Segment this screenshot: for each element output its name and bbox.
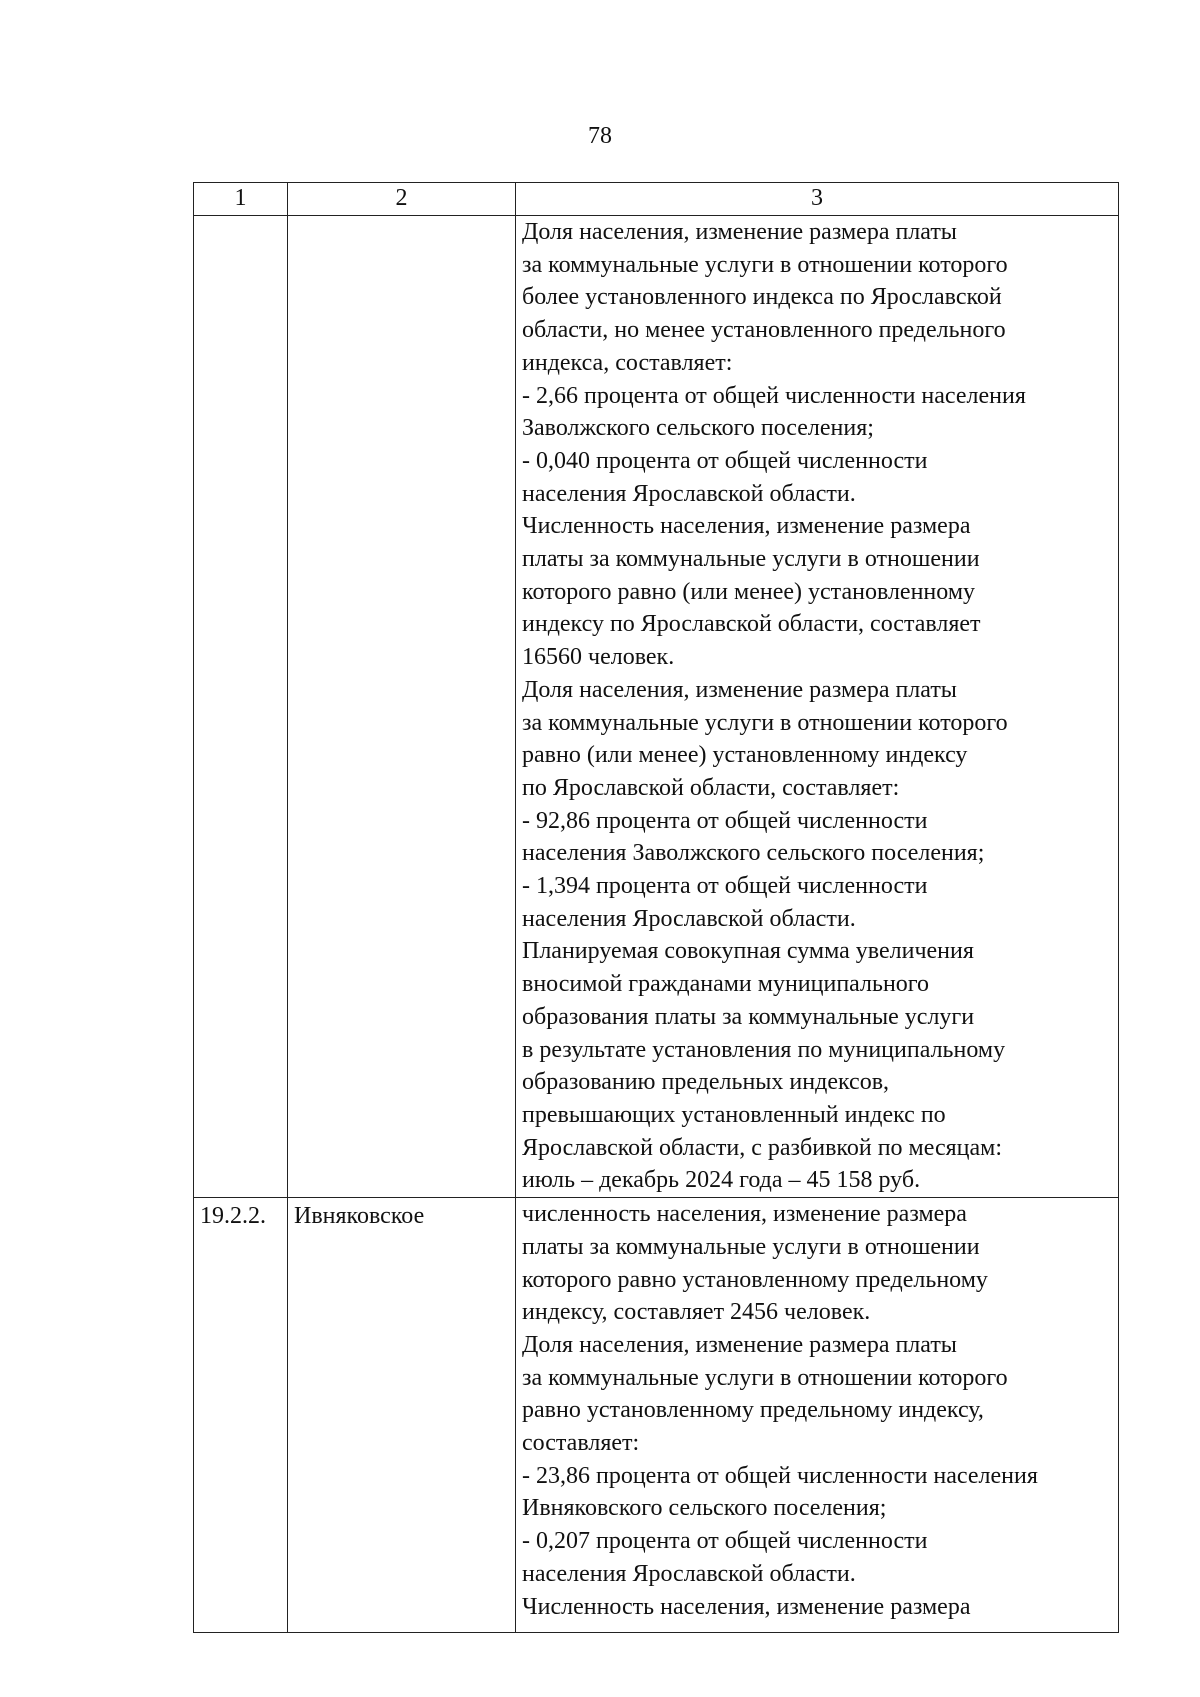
- text-line: индекса, составляет:: [522, 349, 733, 376]
- text-line: превышающих установленный индекс по: [522, 1101, 946, 1128]
- text-line: населения Заволжского сельского поселения;: [522, 840, 985, 867]
- row-description-cell: [516, 216, 1119, 1198]
- table-row: [194, 216, 1119, 1198]
- text-line: населения Ярославской области.: [522, 905, 856, 932]
- table-header-row: [194, 183, 1119, 216]
- table-row: [194, 1198, 1119, 1633]
- row-number-cell: [194, 216, 288, 1198]
- text-line: образования платы за коммунальные услуги: [522, 1003, 975, 1030]
- header-col-3: 3: [516, 183, 1119, 216]
- text-line: в результате установления по муниципальному: [522, 1036, 1006, 1063]
- text-line: равно установленному предельному индексу,: [522, 1397, 984, 1424]
- text-line: Доля населения, изменение размера платы: [522, 219, 957, 245]
- text-line: области, но менее установленного предельного: [522, 317, 1006, 344]
- text-line: Ивняковского сельского поселения;: [522, 1495, 887, 1522]
- text-line: по Ярославской области, составляет:: [522, 774, 900, 801]
- text-line: населения Ярославской области.: [522, 1560, 856, 1587]
- header-col-1: 1: [194, 183, 288, 216]
- text-line: - 0,040 процента от общей численности: [522, 447, 928, 474]
- text-line: - 23,86 процента от общей численности населения: [522, 1462, 1038, 1489]
- text-line: Численность населения, изменение размера: [522, 513, 971, 540]
- text-line: более установленного индекса по Ярославской: [522, 284, 1002, 311]
- text-line: - 92,86 процента от общей численности: [522, 807, 928, 834]
- data-table: [193, 182, 1119, 1633]
- text-line: населения Ярославской области.: [522, 480, 856, 507]
- text-line: за коммунальные услуги в отношении которого: [522, 1364, 1008, 1391]
- text-line: Заволжского сельского поселения;: [522, 415, 874, 442]
- text-line: - 2,66 процента от общей численности населения: [522, 382, 1026, 409]
- text-line: численность населения, изменение размера: [522, 1201, 967, 1228]
- text-line: индексу по Ярославской области, составляет: [522, 611, 981, 638]
- text-line: образованию предельных индексов,: [522, 1069, 890, 1096]
- text-line: Доля населения, изменение размера платы: [522, 676, 957, 703]
- text-line: составляет:: [522, 1430, 640, 1457]
- text-line: Ярославской области, с разбивкой по месяцам:: [522, 1134, 1003, 1161]
- text-line: - 0,207 процента от общей численности: [522, 1528, 928, 1555]
- text-line: Планируемая совокупная сумма увеличения: [522, 938, 974, 965]
- row-name-cell: Ивняковское: [288, 1198, 516, 1633]
- text-line: Численность населения, изменение размера: [522, 1593, 971, 1620]
- row-number-cell: 19.2.2.: [194, 1198, 288, 1633]
- text-line: июль – декабрь 2024 года – 45 158 руб.: [522, 1167, 921, 1194]
- text-line: индексу, составляет 2456 человек.: [522, 1299, 871, 1326]
- text-line: которого равно установленному предельному: [522, 1266, 988, 1293]
- text-line: - 1,394 процента от общей численности: [522, 873, 928, 900]
- text-line: вносимой гражданами муниципального: [522, 971, 930, 998]
- page-number: 78: [588, 123, 612, 149]
- text-line: за коммунальные услуги в отношении которого: [522, 251, 1008, 278]
- text-line: платы за коммунальные услуги в отношении: [522, 546, 980, 573]
- text-line: за коммунальные услуги в отношении которого: [522, 709, 1008, 736]
- text-line: Доля населения, изменение размера платы: [522, 1331, 957, 1358]
- text-line: 16560 человек.: [522, 644, 675, 671]
- text-line: платы за коммунальные услуги в отношении: [522, 1233, 980, 1260]
- text-line: равно (или менее) установленному индексу: [522, 742, 968, 769]
- text-line: которого равно (или менее) установленному: [522, 578, 975, 605]
- header-col-2: 2: [288, 183, 516, 216]
- row-description-cell: [516, 1198, 1119, 1633]
- row-name-cell: [288, 216, 516, 1198]
